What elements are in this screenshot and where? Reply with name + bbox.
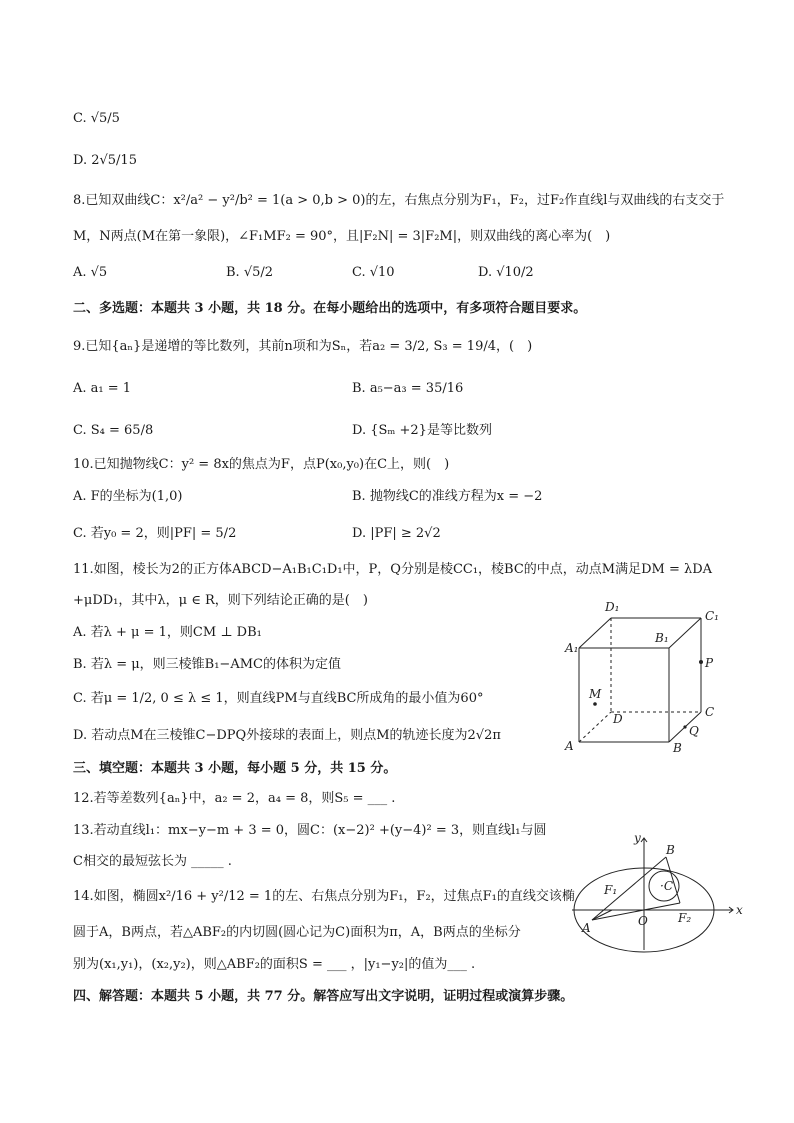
label-origin: O (638, 914, 648, 928)
label-d: D (613, 712, 623, 726)
label-p: P (705, 656, 714, 670)
q14-stem-line3: 别为(x₁,y₁)，(x₂,y₂)，则△ABF₂的面积S = ___ ，|y₁−y₂|的值为___ . (73, 957, 476, 972)
cube-diagram (555, 592, 735, 762)
label-point-a: A (582, 921, 591, 935)
q11-stem-line2: +μDD₁，其中λ，μ ∈ R，则下列结论正确的是( ) (73, 593, 368, 608)
label-d1: D₁ (605, 600, 620, 614)
section-2-heading: 二、多选题：本题共 3 小题，共 18 分。在每小题给出的选项中，有多项符合题目要求。 (73, 301, 587, 316)
q7-option-d: D. 2√5/15 (73, 153, 137, 168)
q10-option-c: C. 若y₀ = 2，则|PF| = 5/2 (73, 526, 237, 541)
q9-option-b: B. a₅−a₃ = 35/16 (352, 381, 464, 396)
ellipse-diagram (568, 828, 748, 958)
q14-stem-line2: 圆于A，B两点，若△ABF₂的内切圆(圆心记为C)面积为π，A，B两点的坐标分 (73, 925, 521, 940)
q9-option-a: A. a₁ = 1 (73, 381, 132, 396)
point-q-dot (683, 725, 686, 728)
label-b1: B₁ (655, 631, 669, 645)
q12-stem: 12.若等差数列{aₙ}中，a₂ = 2，a₄ = 8，则S₅ = ___ . (73, 791, 396, 806)
q10-option-d: D. |PF| ≥ 2√2 (352, 526, 441, 541)
q9-option-d: D. {Sₘ +2}是等比数列 (352, 423, 492, 438)
q8-option-a: A. √5 (73, 265, 108, 280)
label-y-axis: y (634, 831, 641, 845)
q14-stem-line1: 14.如图，椭圆x²/16 + y²/12 = 1的左、右焦点分别为F₁，F₂，过焦点F₁的直线交该椭 (73, 889, 575, 904)
q13-stem-line1: 13.若动直线l₁：mx−y−m + 3 = 0，圆C：(x−2)² +(y−4)² = 3，则直线l₁与圆 (73, 823, 547, 838)
label-c1: C₁ (705, 609, 719, 623)
label-center-c: ·C (660, 879, 673, 893)
q11-option-a: A. 若λ + μ = 1，则CM ⊥ DB₁ (73, 625, 262, 640)
section-3-heading: 三、填空题：本题共 3 小题，每小题 5 分，共 15 分。 (73, 761, 397, 776)
label-f1: F₁ (604, 883, 618, 897)
q11-option-c: C. 若μ = 1/2, 0 ≤ λ ≤ 1，则直线PM与直线BC所成角的最小值为60° (73, 691, 484, 706)
q13-stem-line2: C相交的最短弦长为 _____ . (73, 854, 232, 869)
label-c: C (705, 705, 715, 719)
cube-figure (555, 592, 735, 762)
q9-option-c: C. S₄ = 65/8 (73, 423, 154, 438)
point-m-dot (593, 702, 597, 706)
q8-option-b: B. √5/2 (226, 265, 274, 280)
q9-stem: 9.已知{aₙ}是递增的等比数列，其前n项和为Sₙ，若a₂ = 3/2, S₃ = 19/4，( ) (73, 339, 533, 354)
ellipse-figure (568, 828, 748, 958)
label-a1: A₁ (565, 641, 579, 655)
label-q: Q (689, 724, 699, 738)
label-x-axis: x (736, 903, 743, 917)
q7-option-c: C. √5/5 (73, 111, 120, 126)
q8-option-c: C. √10 (352, 265, 395, 280)
label-point-b: B (666, 843, 675, 857)
q10-option-a: A. F的坐标为(1,0) (73, 489, 183, 504)
q10-stem: 10.已知抛物线C：y² = 8x的焦点为F，点P(x₀,y₀)在C上，则( ) (73, 457, 450, 472)
label-m: M (589, 687, 602, 701)
q8-stem-line1: 8.已知双曲线C：x²/a² − y²/b² = 1(a > 0,b > 0)的左，右焦点分别为F₁，F₂，过F₂作直线l与双曲线的右支交于 (73, 193, 725, 208)
q11-option-b: B. 若λ = μ，则三棱锥B₁−AMC的体积为定值 (73, 657, 341, 672)
q8-option-d: D. √10/2 (478, 265, 534, 280)
q10-option-b: B. 抛物线C的准线方程为x = −2 (352, 489, 543, 504)
q8-stem-line2: M，N两点(M在第一象限)，∠F₁MF₂ = 90°，且|F₂N| = 3|F₂M|，则双曲线的离心率为( ) (73, 229, 611, 244)
label-f2: F₂ (678, 911, 692, 925)
section-4-heading: 四、解答题：本题共 5 小题，共 77 分。解答应写出文字说明，证明过程或演算步骤。 (73, 989, 574, 1004)
label-a: A (565, 739, 574, 753)
q11-option-d: D. 若动点M在三棱锥C−DPQ外接球的表面上，则点M的轨迹长度为2√2π (73, 728, 501, 743)
label-b: B (673, 741, 682, 755)
point-p-dot (699, 660, 703, 664)
q11-stem-line1: 11.如图，棱长为2的正方体ABCD−A₁B₁C₁D₁中，P，Q分别是棱CC₁，棱BC的中点，动点M满足DM = λDA (73, 562, 713, 577)
